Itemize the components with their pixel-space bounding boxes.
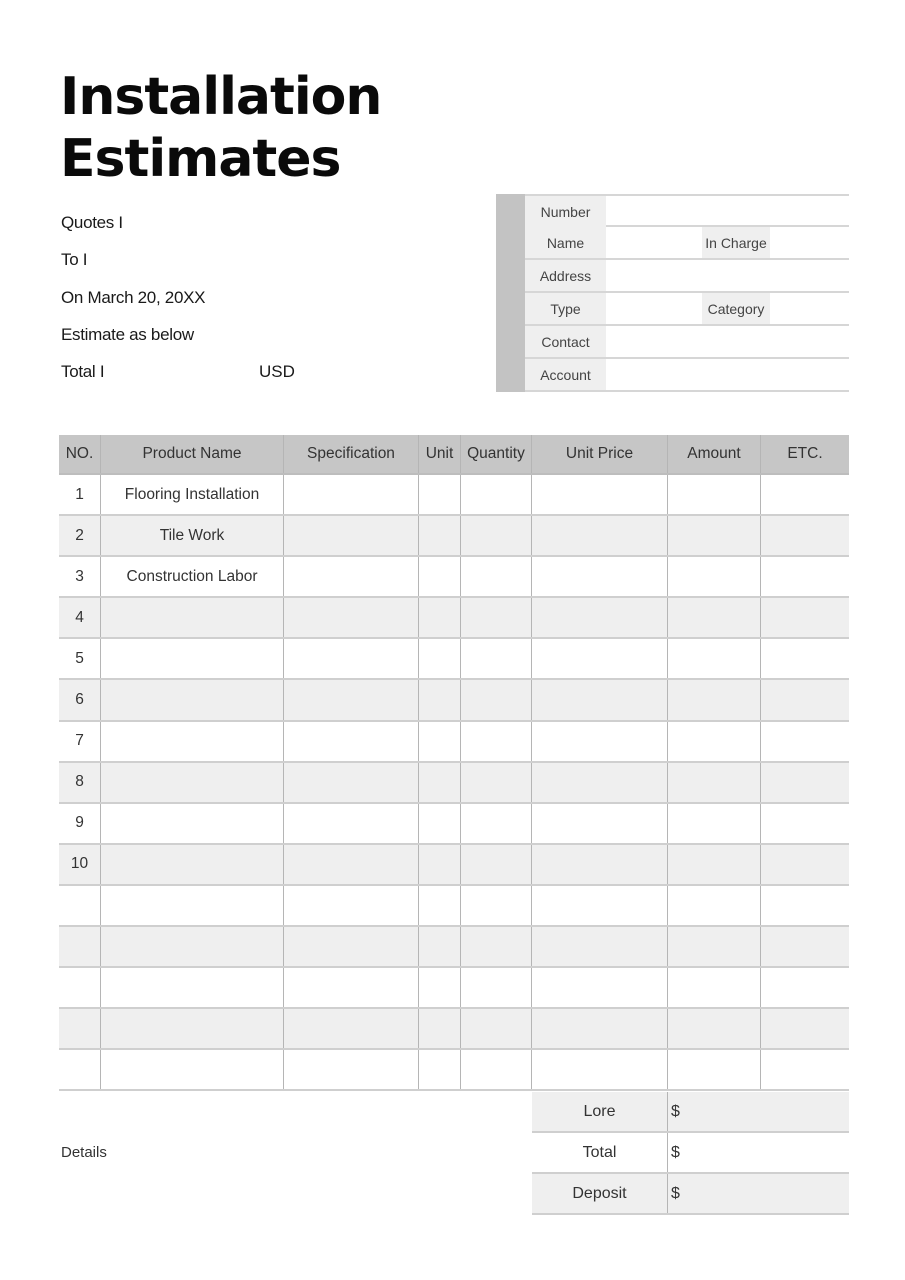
column-header-unit: Unit: [419, 435, 461, 473]
summary-label: Total: [532, 1133, 668, 1172]
table-row: [59, 927, 849, 968]
cell-amount[interactable]: [668, 1009, 761, 1048]
cell-amount[interactable]: [668, 968, 761, 1007]
cell-amount[interactable]: [668, 639, 761, 678]
cell-quantity[interactable]: [461, 886, 532, 925]
table-row: [59, 804, 849, 845]
cell-etc[interactable]: [761, 516, 849, 555]
cell-unit-price[interactable]: [532, 475, 668, 514]
details-label: Details: [61, 1144, 107, 1161]
table-row: [59, 1050, 849, 1091]
cell-no: 1: [59, 475, 101, 514]
cell-product-name[interactable]: [101, 598, 284, 637]
cell-unit-price[interactable]: [532, 804, 668, 843]
cell-quantity[interactable]: [461, 845, 532, 884]
column-header-etc: ETC.: [787, 445, 823, 462]
cell-etc[interactable]: [761, 680, 849, 719]
lore-value-field[interactable]: $: [671, 1102, 680, 1120]
summary-row-lore: [532, 1092, 849, 1133]
cell-quantity[interactable]: [461, 475, 532, 514]
cell-etc[interactable]: [761, 763, 849, 802]
cell-amount[interactable]: [668, 722, 761, 761]
cell-no: 9: [59, 804, 101, 843]
quotes-field: Quotes I: [61, 213, 123, 232]
cell-no: 8: [59, 763, 101, 802]
info-label: Name: [525, 227, 606, 258]
table-row: [59, 475, 849, 516]
cell-no: [59, 927, 101, 966]
info-label-in-charge: In Charge: [702, 227, 770, 258]
cell-unit-price[interactable]: [532, 598, 668, 637]
cell-unit-price[interactable]: [532, 516, 668, 555]
info-accent-bar: [496, 194, 525, 392]
cell-product-name[interactable]: [101, 763, 284, 802]
column-header-specification: Specification: [284, 435, 419, 473]
cell-unit-price[interactable]: [532, 722, 668, 761]
total-value-field[interactable]: $: [671, 1143, 680, 1161]
cell-unit[interactable]: [419, 886, 461, 925]
info-row-address: [525, 260, 849, 293]
cell-specification[interactable]: [284, 722, 419, 761]
table-row: [59, 763, 849, 804]
cell-unit[interactable]: [419, 1050, 461, 1089]
table-row: [59, 680, 849, 721]
table-header-row: [59, 435, 849, 475]
column-header-amount: Amount: [668, 435, 761, 473]
cell-etc[interactable]: [761, 1050, 849, 1089]
estimate-items-table: [59, 435, 849, 1091]
cell-etc[interactable]: [761, 927, 849, 966]
title-line-1: Installation: [60, 67, 382, 127]
cell-etc[interactable]: [761, 722, 849, 761]
table-row: [59, 598, 849, 639]
cell-etc[interactable]: [761, 845, 849, 884]
currency-label: USD: [259, 362, 295, 381]
cell-product-name[interactable]: [101, 968, 284, 1007]
cell-etc[interactable]: [761, 475, 849, 514]
cell-quantity[interactable]: [461, 680, 532, 719]
cell-specification[interactable]: [284, 845, 419, 884]
cell-amount[interactable]: [668, 763, 761, 802]
cell-amount[interactable]: [668, 557, 761, 596]
table-row: [59, 516, 849, 557]
cell-unit[interactable]: [419, 598, 461, 637]
cell-specification[interactable]: [284, 557, 419, 596]
cell-no: [59, 968, 101, 1007]
cell-unit-price[interactable]: [532, 886, 668, 925]
cell-etc[interactable]: [761, 886, 849, 925]
estimate-note: Estimate as below: [61, 325, 194, 344]
cell-unit[interactable]: [419, 722, 461, 761]
info-label-category: Category: [702, 293, 770, 324]
cell-quantity[interactable]: [461, 722, 532, 761]
table-row: [59, 845, 849, 886]
cell-unit-price[interactable]: [532, 639, 668, 678]
column-header-product-name: Product Name: [101, 435, 284, 473]
cell-quantity[interactable]: [461, 968, 532, 1007]
cell-amount[interactable]: [668, 516, 761, 555]
cell-amount[interactable]: [668, 886, 761, 925]
cell-etc[interactable]: [761, 639, 849, 678]
cell-specification[interactable]: [284, 1009, 419, 1048]
cell-unit[interactable]: [419, 763, 461, 802]
client-info-box: [496, 194, 849, 392]
cell-specification[interactable]: [284, 763, 419, 802]
summary-label: Deposit: [532, 1174, 668, 1213]
info-row-account: [525, 359, 849, 392]
cell-no: 3: [59, 557, 101, 596]
cell-specification[interactable]: [284, 1050, 419, 1089]
cell-no: [59, 1050, 101, 1089]
cell-unit[interactable]: [419, 557, 461, 596]
cell-unit[interactable]: [419, 968, 461, 1007]
cell-product-name[interactable]: Construction Labor: [101, 557, 284, 596]
cell-quantity[interactable]: [461, 927, 532, 966]
cell-product-name[interactable]: [101, 1009, 284, 1048]
cell-unit-price[interactable]: [532, 680, 668, 719]
cell-amount[interactable]: [668, 804, 761, 843]
cell-quantity[interactable]: [461, 1009, 532, 1048]
cell-product-name[interactable]: [101, 1050, 284, 1089]
table-row: [59, 557, 849, 598]
cell-no: 2: [59, 516, 101, 555]
cell-product-name[interactable]: [101, 886, 284, 925]
table-row: [59, 639, 849, 680]
info-label: Type: [525, 293, 606, 324]
cell-specification[interactable]: [284, 804, 419, 843]
info-row-type: [525, 293, 849, 326]
table-row: [59, 722, 849, 763]
cell-no: [59, 886, 101, 925]
cell-product-name[interactable]: Flooring Installation: [101, 475, 284, 514]
cell-specification[interactable]: [284, 516, 419, 555]
cell-amount[interactable]: [668, 598, 761, 637]
cell-quantity[interactable]: [461, 763, 532, 802]
summary-row-deposit: [532, 1174, 849, 1215]
cell-specification[interactable]: [284, 968, 419, 1007]
cell-no: 10: [59, 845, 101, 884]
cell-specification[interactable]: [284, 886, 419, 925]
column-header-quantity: Quantity: [461, 435, 532, 473]
cell-product-name[interactable]: [101, 639, 284, 678]
cell-amount[interactable]: [668, 475, 761, 514]
cell-no: 6: [59, 680, 101, 719]
cell-unit-price[interactable]: [532, 1009, 668, 1048]
cell-no: 4: [59, 598, 101, 637]
cell-quantity[interactable]: [461, 557, 532, 596]
deposit-value-field[interactable]: $: [671, 1184, 680, 1202]
cell-product-name[interactable]: [101, 680, 284, 719]
info-label: Address: [525, 260, 606, 291]
cell-etc[interactable]: [761, 968, 849, 1007]
summary-row-total: [532, 1133, 849, 1174]
column-header-no: NO.: [59, 435, 101, 473]
cell-no: 5: [59, 639, 101, 678]
account-value-field[interactable]: [606, 359, 849, 390]
cell-unit-price[interactable]: [532, 968, 668, 1007]
info-label: Account: [525, 359, 606, 390]
info-label: Contact: [525, 326, 606, 357]
cell-quantity[interactable]: [461, 804, 532, 843]
cell-amount[interactable]: [668, 927, 761, 966]
cell-etc[interactable]: [761, 804, 849, 843]
info-row-number: [525, 194, 849, 227]
cell-specification[interactable]: [284, 927, 419, 966]
table-body: [59, 475, 849, 1091]
cell-unit[interactable]: [419, 516, 461, 555]
number-value-field[interactable]: [606, 196, 849, 227]
table-row: [59, 1009, 849, 1050]
cell-quantity[interactable]: [461, 1050, 532, 1089]
cell-unit[interactable]: [419, 639, 461, 678]
cell-product-name[interactable]: [101, 804, 284, 843]
cell-unit-price[interactable]: [532, 1050, 668, 1089]
cell-unit-price[interactable]: [532, 763, 668, 802]
table-row: [59, 886, 849, 927]
cell-unit-price[interactable]: [532, 927, 668, 966]
cell-quantity[interactable]: [461, 639, 532, 678]
cell-no: 7: [59, 722, 101, 761]
info-label: Number: [525, 196, 606, 227]
document-title: [60, 66, 381, 190]
cell-specification[interactable]: [284, 475, 419, 514]
cell-product-name[interactable]: [101, 927, 284, 966]
cell-unit[interactable]: [419, 927, 461, 966]
cell-amount[interactable]: [668, 680, 761, 719]
cell-specification[interactable]: [284, 639, 419, 678]
date-field: On March 20, 20XX: [61, 288, 206, 307]
cell-amount[interactable]: [668, 845, 761, 884]
cell-unit[interactable]: [419, 1009, 461, 1048]
cell-product-name[interactable]: [101, 845, 284, 884]
cell-unit[interactable]: [419, 680, 461, 719]
table-row: [59, 968, 849, 1009]
cell-product-name[interactable]: [101, 722, 284, 761]
summary-label: Lore: [532, 1092, 668, 1131]
cell-no: [59, 1009, 101, 1048]
cell-unit[interactable]: [419, 845, 461, 884]
cell-product-name[interactable]: Tile Work: [101, 516, 284, 555]
column-header-unit-price: Unit Price: [532, 435, 668, 473]
to-field: To I: [61, 250, 88, 269]
cell-unit-price[interactable]: [532, 845, 668, 884]
cell-unit[interactable]: [419, 475, 461, 514]
address-value-field[interactable]: [606, 260, 849, 291]
title-line-2: Estimates: [60, 129, 341, 189]
cell-etc[interactable]: [761, 598, 849, 637]
cell-quantity[interactable]: [461, 598, 532, 637]
info-row-contact: [525, 326, 849, 359]
cell-unit[interactable]: [419, 804, 461, 843]
cell-unit-price[interactable]: [532, 557, 668, 596]
cell-quantity[interactable]: [461, 516, 532, 555]
cell-specification[interactable]: [284, 598, 419, 637]
summary-table: [532, 1092, 849, 1215]
total-field: Total I: [61, 362, 105, 381]
cell-specification[interactable]: [284, 680, 419, 719]
cell-etc[interactable]: [761, 557, 849, 596]
cell-etc[interactable]: [761, 1009, 849, 1048]
info-row-name: [525, 227, 849, 260]
cell-amount[interactable]: [668, 1050, 761, 1089]
contact-value-field[interactable]: [606, 326, 849, 357]
